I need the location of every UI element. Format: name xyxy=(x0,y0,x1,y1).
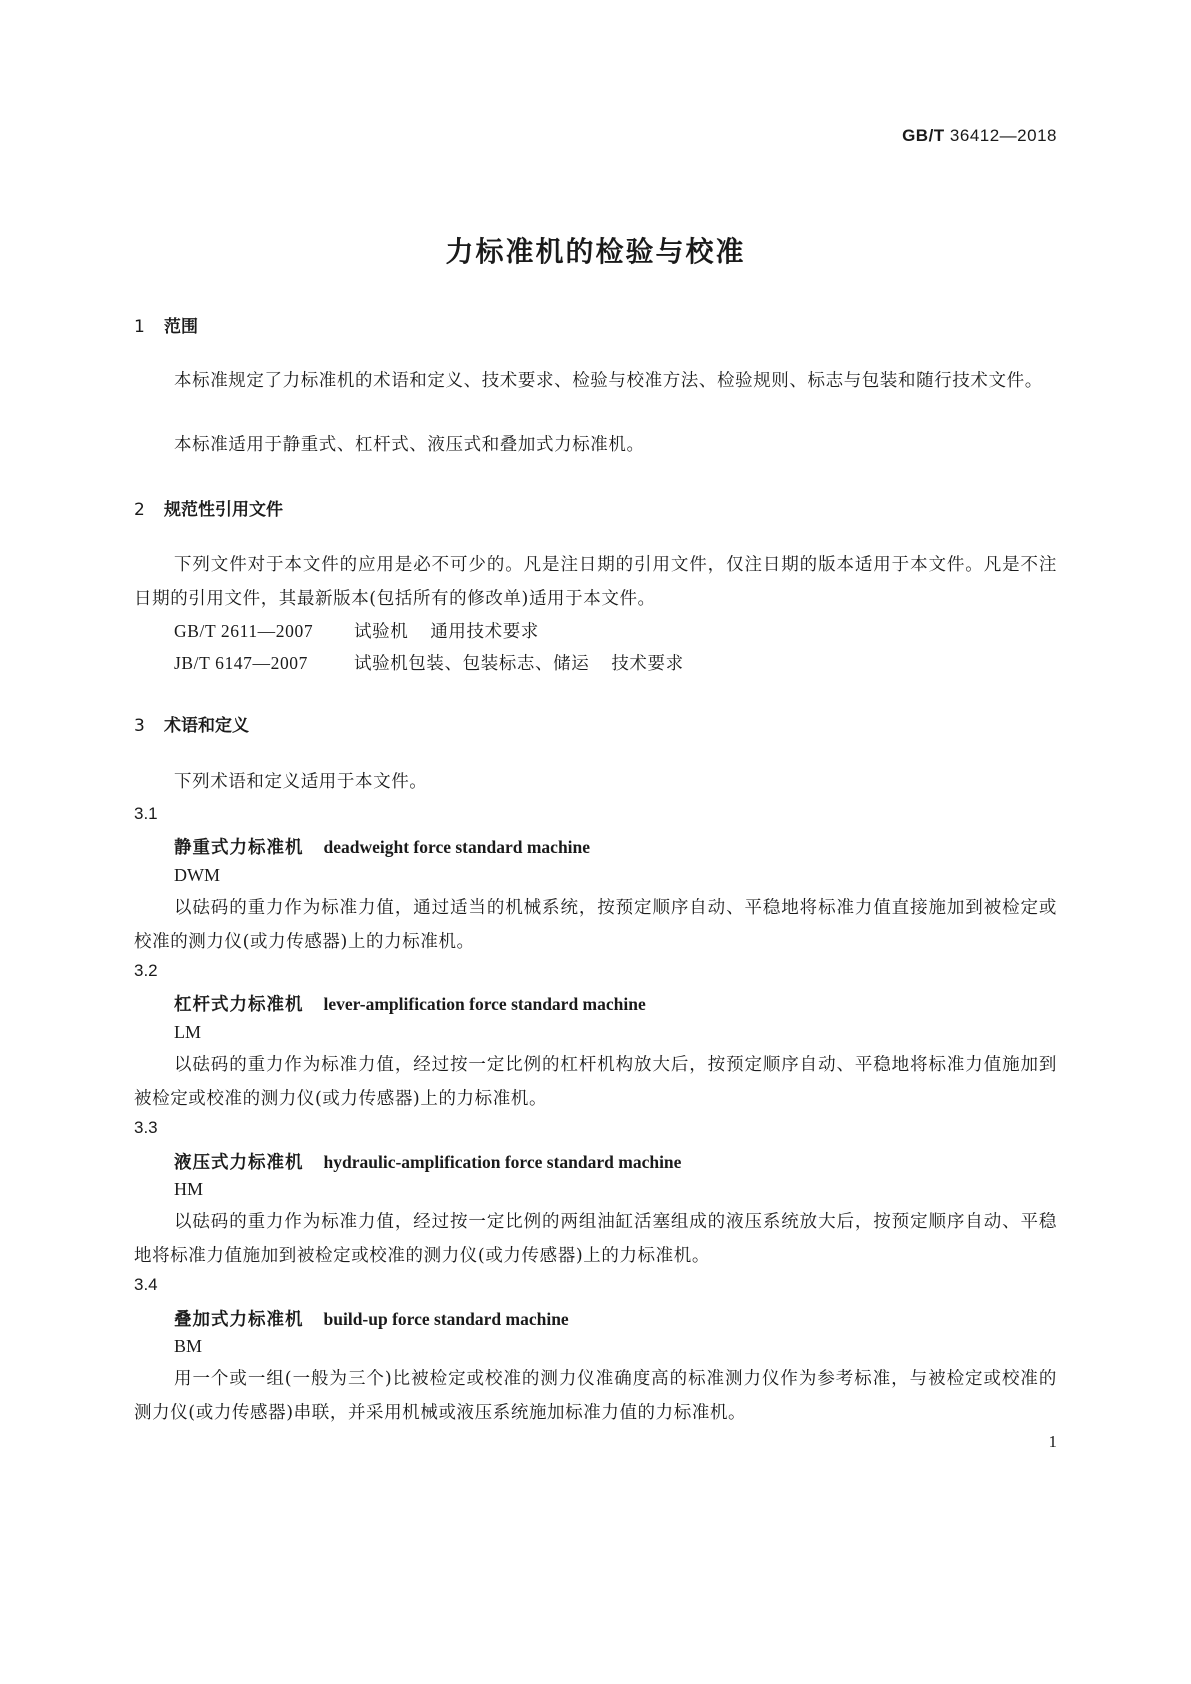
page-number: 1 xyxy=(1048,1432,1057,1451)
section-number: 1 xyxy=(134,317,145,337)
term-abbreviation: HM xyxy=(174,1179,204,1199)
section-2-heading xyxy=(134,495,283,520)
reference-title-b: 通用技术要求 xyxy=(430,622,539,642)
term-name-zh: 叠加式力标准机 xyxy=(174,1310,304,1330)
section-3-heading xyxy=(134,711,249,736)
term-abbreviation: DWM xyxy=(174,865,220,885)
term-abbreviation: LM xyxy=(174,1022,201,1042)
term-definition: 以砝码的重力作为标准力值，经过按一定比例的两组油缸活塞组成的液压系统放大后，按预定顺序自动、平稳地将标准力值施加到被检定或校准的测力仪(或力传感器)上的力标准机。 xyxy=(134,1212,1057,1266)
term-name-en: lever-amplification force standard machine xyxy=(323,994,646,1014)
section-number: 2 xyxy=(134,500,145,520)
document-title: 力标准机的检验与校准 xyxy=(445,235,746,268)
term-number: 3.4 xyxy=(134,1275,158,1294)
normative-reference xyxy=(174,650,684,675)
reference-code: JB/T 6147—2007 xyxy=(174,653,308,673)
term-definition: 以砝码的重力作为标准力值，通过适当的机械系统，按预定顺序自动、平稳地将标准力值直接施加到被检定或校准的测力仪(或力传感器)上的力标准机。 xyxy=(134,898,1057,952)
reference-title-a: 试验机包装、包装标志、储运 xyxy=(354,654,590,674)
section-3-intro: 下列术语和定义适用于本文件。 xyxy=(174,772,428,792)
term-name-en: deadweight force standard machine xyxy=(323,837,591,857)
reference-code: GB/T 2611—2007 xyxy=(174,621,314,641)
standard-code-prefix: GB/T xyxy=(902,126,945,145)
section-1-heading xyxy=(134,312,198,337)
term-definition: 用一个或一组(一般为三个)比被检定或校准的测力仪准确度高的标准测力仪作为参考标准，与被检定或校准的测力仪(或力传感器)串联，并采用机械或液压系统施加标准力值的力标准机。 xyxy=(134,1369,1057,1423)
term-number: 3.2 xyxy=(134,961,158,980)
section-title: 范围 xyxy=(164,317,198,337)
term-abbreviation: BM xyxy=(174,1336,203,1356)
term-definition: 以砝码的重力作为标准力值，经过按一定比例的杠杆机构放大后，按预定顺序自动、平稳地将标准力值施加到被检定或校准的测力仪(或力传感器)上的力标准机。 xyxy=(134,1055,1057,1109)
term-name xyxy=(174,834,590,859)
term-name-zh: 杠杆式力标准机 xyxy=(174,995,304,1015)
term-number: 3.1 xyxy=(134,804,158,823)
section-number: 3 xyxy=(134,716,145,736)
standard-code xyxy=(902,126,1057,146)
section-1-paragraph-2: 本标准适用于静重式、杠杆式、液压式和叠加式力标准机。 xyxy=(174,435,645,455)
term-name-zh: 液压式力标准机 xyxy=(174,1153,304,1173)
section-title: 术语和定义 xyxy=(164,716,249,736)
term-name-zh: 静重式力标准机 xyxy=(174,838,304,858)
term-name-en: build-up force standard machine xyxy=(323,1309,569,1329)
term-name xyxy=(174,1306,569,1331)
reference-title-a: 试验机 xyxy=(354,622,409,642)
section-1-paragraph-1: 本标准规定了力标准机的术语和定义、技术要求、检验与校准方法、检验规则、标志与包装和随行技术文件。 xyxy=(174,371,1043,391)
term-number: 3.3 xyxy=(134,1118,158,1137)
term-name-en: hydraulic-amplification force standard machine xyxy=(323,1152,682,1172)
term-name xyxy=(174,1149,681,1174)
term-name xyxy=(174,991,646,1016)
standard-code-number: 36412—2018 xyxy=(949,126,1057,145)
reference-title-b: 技术要求 xyxy=(611,654,684,674)
section-2-paragraph-1: 下列文件对于本文件的应用是必不可少的。凡是注日期的引用文件，仅注日期的版本适用于本文件。凡是不注日期的引用文件，其最新版本(包括所有的修改单)适用于本文件。 xyxy=(134,555,1057,609)
normative-reference xyxy=(174,618,539,643)
section-title: 规范性引用文件 xyxy=(164,500,283,520)
